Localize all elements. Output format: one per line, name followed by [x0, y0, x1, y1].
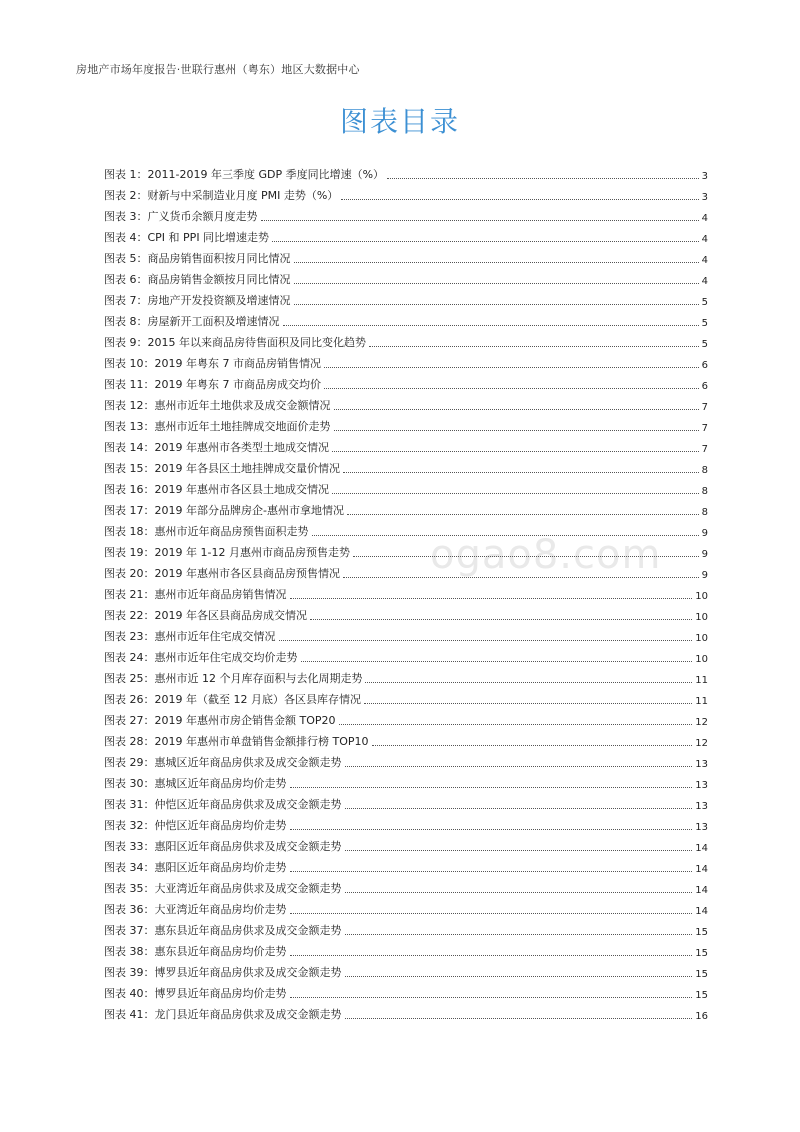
toc-entry-label: 图表 32：仲恺区近年商品房均价走势 — [104, 819, 287, 832]
toc-leader-dots — [387, 178, 699, 179]
toc-entry[interactable] — [104, 812, 708, 833]
toc-entry-label: 图表 9：2015 年以来商品房待售面积及同比变化趋势 — [104, 336, 366, 349]
toc-entry-page-number: 14 — [695, 885, 708, 896]
toc-leader-dots — [364, 703, 692, 704]
table-of-figures — [104, 161, 708, 1022]
toc-entry-page-number: 10 — [695, 612, 708, 623]
toc-entry-page-number: 8 — [701, 465, 708, 476]
toc-entry-page-number: 16 — [695, 1011, 708, 1022]
toc-entry-page-number: 13 — [695, 780, 708, 791]
toc-entry-label: 图表 34：惠阳区近年商品房均价走势 — [104, 861, 287, 874]
toc-entry-label: 图表 8：房屋新开工面积及增速情况 — [104, 315, 280, 328]
toc-entry[interactable] — [104, 749, 708, 770]
toc-entry-page-number: 6 — [701, 381, 708, 392]
toc-entry-page-number: 4 — [701, 255, 708, 266]
toc-entry-label: 图表 24：惠州市近年住宅成交均价走势 — [104, 651, 298, 664]
toc-entry[interactable] — [104, 266, 708, 287]
toc-entry-label: 图表 3：广义货币余额月度走势 — [104, 210, 258, 223]
toc-leader-dots — [279, 640, 693, 641]
toc-entry[interactable] — [104, 203, 708, 224]
toc-entry-page-number: 5 — [701, 339, 708, 350]
toc-entry[interactable] — [104, 455, 708, 476]
toc-entry-page-number: 15 — [695, 990, 708, 1001]
toc-entry[interactable] — [104, 518, 708, 539]
toc-entry-page-number: 10 — [695, 654, 708, 665]
watermark-text: ogao8.com — [430, 532, 662, 578]
toc-leader-dots — [345, 808, 693, 809]
toc-entry-page-number: 7 — [701, 423, 708, 434]
toc-leader-dots — [272, 241, 699, 242]
toc-leader-dots — [301, 661, 693, 662]
toc-leader-dots — [345, 766, 693, 767]
toc-entry-page-number: 5 — [701, 318, 708, 329]
toc-leader-dots — [294, 283, 699, 284]
toc-entry-label: 图表 10：2019 年粤东 7 市商品房销售情况 — [104, 357, 321, 370]
toc-entry[interactable] — [104, 707, 708, 728]
toc-entry[interactable] — [104, 665, 708, 686]
toc-entry[interactable] — [104, 644, 708, 665]
page-title: 图表目录 — [339, 105, 460, 138]
toc-leader-dots — [332, 493, 699, 494]
toc-entry[interactable] — [104, 581, 708, 602]
toc-leader-dots — [345, 1018, 693, 1019]
toc-entry[interactable] — [104, 854, 708, 875]
toc-entry-label: 图表 19：2019 年 1-12 月惠州市商品房预售走势 — [104, 546, 350, 559]
toc-leader-dots — [290, 598, 693, 599]
toc-entry-label: 图表 20：2019 年惠州市各区县商品房预售情况 — [104, 567, 340, 580]
toc-entry-label: 图表 38：惠东县近年商品房均价走势 — [104, 945, 287, 958]
toc-entry-label: 图表 36：大亚湾近年商品房均价走势 — [104, 903, 287, 916]
toc-entry[interactable] — [104, 308, 708, 329]
toc-entry[interactable] — [104, 896, 708, 917]
toc-leader-dots — [343, 472, 699, 473]
toc-entry[interactable] — [104, 161, 708, 182]
toc-entry-page-number: 13 — [695, 801, 708, 812]
toc-entry[interactable] — [104, 875, 708, 896]
toc-entry-page-number: 6 — [701, 360, 708, 371]
toc-leader-dots — [310, 619, 692, 620]
toc-entry-label: 图表 22：2019 年各区县商品房成交情况 — [104, 609, 307, 622]
toc-entry-label: 图表 2：财新与中采制造业月度 PMI 走势（%） — [104, 189, 339, 202]
toc-entry[interactable] — [104, 917, 708, 938]
toc-entry-page-number: 13 — [695, 822, 708, 833]
toc-entry[interactable] — [104, 623, 708, 644]
toc-entry-label: 图表 41：龙门县近年商品房供求及成交金额走势 — [104, 1008, 342, 1021]
toc-entry-page-number: 3 — [701, 171, 708, 182]
toc-entry-label: 图表 37：惠东县近年商品房供求及成交金额走势 — [104, 924, 342, 937]
toc-leader-dots — [261, 220, 699, 221]
toc-entry-label: 图表 4：CPI 和 PPI 同比增速走势 — [104, 231, 270, 244]
toc-leader-dots — [353, 556, 699, 557]
toc-entry[interactable] — [104, 539, 708, 560]
toc-leader-dots — [345, 934, 693, 935]
toc-entry-page-number: 10 — [695, 633, 708, 644]
toc-leader-dots — [345, 976, 693, 977]
toc-entry-label: 图表 39：博罗县近年商品房供求及成交金额走势 — [104, 966, 342, 979]
toc-leader-dots — [334, 409, 699, 410]
toc-leader-dots — [290, 829, 693, 830]
toc-leader-dots — [339, 724, 693, 725]
toc-entry-page-number: 9 — [701, 570, 708, 581]
toc-leader-dots — [324, 388, 699, 389]
toc-entry-page-number: 11 — [695, 675, 708, 686]
toc-entry[interactable] — [104, 980, 708, 1001]
toc-entry[interactable] — [104, 560, 708, 581]
toc-entry-label: 图表 14：2019 年惠州市各类型土地成交情况 — [104, 441, 329, 454]
toc-leader-dots — [312, 535, 699, 536]
toc-entry-page-number: 11 — [695, 696, 708, 707]
toc-entry[interactable] — [104, 350, 708, 371]
toc-entry-page-number: 7 — [701, 444, 708, 455]
toc-entry[interactable] — [104, 602, 708, 623]
toc-entry-label: 图表 12：惠州市近年土地供求及成交金额情况 — [104, 399, 331, 412]
toc-entry-page-number: 15 — [695, 948, 708, 959]
toc-entry[interactable] — [104, 770, 708, 791]
toc-leader-dots — [341, 199, 698, 200]
toc-entry-page-number: 14 — [695, 864, 708, 875]
toc-entry-page-number: 4 — [701, 213, 708, 224]
toc-entry[interactable] — [104, 434, 708, 455]
toc-entry-label: 图表 28：2019 年惠州市单盘销售金额排行榜 TOP10 — [104, 735, 369, 748]
toc-entry-page-number: 3 — [701, 192, 708, 203]
toc-entry-page-number: 14 — [695, 906, 708, 917]
toc-leader-dots — [290, 787, 693, 788]
toc-leader-dots — [324, 367, 699, 368]
toc-entry-label: 图表 33：惠阳区近年商品房供求及成交金额走势 — [104, 840, 342, 853]
toc-entry-page-number: 8 — [701, 507, 708, 518]
toc-entry-page-number: 9 — [701, 528, 708, 539]
toc-leader-dots — [369, 346, 699, 347]
toc-entry-label: 图表 21：惠州市近年商品房销售情况 — [104, 588, 287, 601]
toc-entry-page-number: 15 — [695, 969, 708, 980]
toc-entry-label: 图表 6：商品房销售金额按月同比情况 — [104, 273, 291, 286]
toc-entry-label: 图表 18：惠州市近年商品房预售面积走势 — [104, 525, 309, 538]
toc-leader-dots — [345, 850, 693, 851]
toc-leader-dots — [294, 304, 699, 305]
toc-entry-label: 图表 27：2019 年惠州市房企销售金额 TOP20 — [104, 714, 336, 727]
toc-entry[interactable] — [104, 182, 708, 203]
toc-leader-dots — [290, 871, 693, 872]
toc-leader-dots — [347, 514, 699, 515]
toc-entry[interactable] — [104, 959, 708, 980]
toc-entry[interactable] — [104, 497, 708, 518]
toc-entry-label: 图表 26：2019 年（截至 12 月底）各区县库存情况 — [104, 693, 361, 706]
toc-entry[interactable] — [104, 371, 708, 392]
toc-entry[interactable] — [104, 287, 708, 308]
toc-entry-label: 图表 1：2011-2019 年三季度 GDP 季度同比增速（%） — [104, 168, 385, 181]
toc-entry-label: 图表 15：2019 年各县区土地挂牌成交量价情况 — [104, 462, 340, 475]
toc-entry[interactable] — [104, 413, 708, 434]
toc-leader-dots — [345, 892, 693, 893]
toc-entry[interactable] — [104, 728, 708, 749]
toc-entry-page-number: 14 — [695, 843, 708, 854]
toc-entry[interactable] — [104, 938, 708, 959]
toc-entry-label: 图表 17：2019 年部分品牌房企-惠州市拿地情况 — [104, 504, 344, 517]
toc-entry-page-number: 5 — [701, 297, 708, 308]
toc-entry-page-number: 10 — [695, 591, 708, 602]
toc-entry-label: 图表 5：商品房销售面积按月同比情况 — [104, 252, 291, 265]
toc-leader-dots — [343, 577, 699, 578]
toc-leader-dots — [365, 682, 692, 683]
toc-entry-label: 图表 40：博罗县近年商品房均价走势 — [104, 987, 287, 1000]
running-header: 房地产市场年度报告·世联行惠州（粤东）地区大数据中心 — [76, 63, 360, 76]
toc-entry-label: 图表 7：房地产开发投资额及增速情况 — [104, 294, 291, 307]
toc-entry-label: 图表 13：惠州市近年土地挂牌成交地面价走势 — [104, 420, 331, 433]
toc-entry-page-number: 13 — [695, 759, 708, 770]
toc-entry-label: 图表 31：仲恺区近年商品房供求及成交金额走势 — [104, 798, 342, 811]
toc-entry-label: 图表 30：惠城区近年商品房均价走势 — [104, 777, 287, 790]
toc-leader-dots — [332, 451, 699, 452]
toc-leader-dots — [290, 997, 693, 998]
toc-entry-label: 图表 23：惠州市近年住宅成交情况 — [104, 630, 276, 643]
toc-entry[interactable] — [104, 392, 708, 413]
toc-entry[interactable] — [104, 476, 708, 497]
toc-entry[interactable] — [104, 245, 708, 266]
toc-leader-dots — [290, 913, 693, 914]
toc-entry[interactable] — [104, 686, 708, 707]
toc-entry-label: 图表 16：2019 年惠州市各区县土地成交情况 — [104, 483, 329, 496]
toc-entry-page-number: 4 — [701, 234, 708, 245]
toc-entry[interactable] — [104, 224, 708, 245]
toc-entry-label: 图表 11：2019 年粤东 7 市商品房成交均价 — [104, 378, 321, 391]
toc-entry[interactable] — [104, 1001, 708, 1022]
toc-leader-dots — [372, 745, 693, 746]
toc-entry-label: 图表 35：大亚湾近年商品房供求及成交金额走势 — [104, 882, 342, 895]
toc-entry-page-number: 7 — [701, 402, 708, 413]
toc-entry-page-number: 9 — [701, 549, 708, 560]
toc-leader-dots — [290, 955, 693, 956]
toc-entry[interactable] — [104, 791, 708, 812]
toc-entry-page-number: 12 — [695, 717, 708, 728]
toc-entry-page-number: 4 — [701, 276, 708, 287]
toc-leader-dots — [294, 262, 699, 263]
toc-entry-page-number: 15 — [695, 927, 708, 938]
toc-entry[interactable] — [104, 833, 708, 854]
toc-entry[interactable] — [104, 329, 708, 350]
toc-entry-label: 图表 25：惠州市近 12 个月库存面积与去化周期走势 — [104, 672, 363, 685]
toc-leader-dots — [334, 430, 699, 431]
toc-entry-page-number: 12 — [695, 738, 708, 749]
toc-entry-label: 图表 29：惠城区近年商品房供求及成交金额走势 — [104, 756, 342, 769]
toc-entry-page-number: 8 — [701, 486, 708, 497]
toc-leader-dots — [283, 325, 699, 326]
